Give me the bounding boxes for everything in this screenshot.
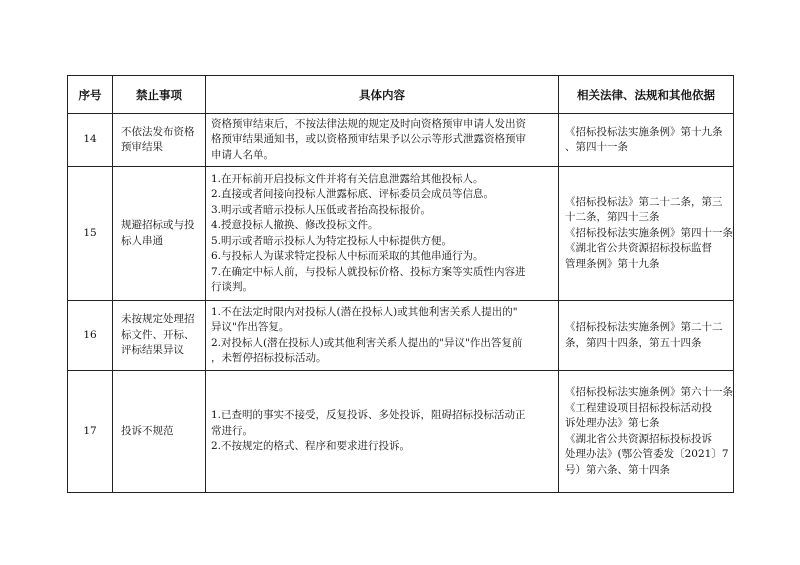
- basis-line: 条，第四十四条，第五十四条: [565, 336, 702, 349]
- basis-line: 《招标投标法实施条例》第四十一条: [565, 226, 733, 239]
- item-line: 标文件、开标、: [121, 328, 195, 341]
- content-cell: [206, 167, 559, 301]
- content-line: 资格预审结束后，不按法律法规的规定及时向资格预审申请人发出资: [211, 117, 526, 130]
- item-line: 未按规定处理招: [121, 313, 195, 326]
- basis-line: 、第四十一条: [565, 141, 628, 153]
- item-line: 投诉不规范: [121, 424, 174, 437]
- content-line: 2.对投标人(潜在投标人)或其他利害关系人提出的"异议"作出答复前: [211, 336, 523, 349]
- content-cell: [206, 371, 559, 493]
- content-line: 1.不在法定时限内对投标人(潜在投标人)或其他利害关系人提出的": [211, 305, 518, 318]
- content-line: 格预审结果通知书，或以资格预审结果予以公示等形式泄露资格预审: [211, 133, 526, 146]
- header-number: 序号: [68, 76, 113, 114]
- basis-line: 《招标投标法实施条例》第二十二: [565, 321, 723, 333]
- content-line: 5.明示或者暗示投标人为特定投标人中标提供方便。: [211, 234, 453, 247]
- item-line: 不依法发布资格: [121, 125, 195, 138]
- content-line: 1.在开标前开启投标文件并将有关信息泄露给其他投标人。: [211, 172, 484, 185]
- content-line: ，未暂停招标投标活动。: [211, 352, 327, 364]
- item-line: 规避招标或与投: [121, 219, 195, 231]
- prohibited-item-cell: [113, 114, 206, 167]
- header-specific-content: 具体内容: [206, 76, 559, 114]
- row-number: 14: [68, 114, 113, 167]
- basis-line: 《工程建设项目招标投标活动投: [565, 401, 712, 414]
- table-row: [68, 114, 734, 167]
- item-line: 预审结果: [121, 141, 163, 153]
- row-number: 17: [68, 371, 113, 493]
- basis-cell: [559, 301, 734, 371]
- basis-cell: [559, 167, 734, 301]
- table-row: [68, 371, 734, 493]
- header-legal-basis: 相关法律、法规和其他依据: [559, 76, 734, 114]
- basis-line: 诉处理办法》第七条: [565, 417, 660, 429]
- content-line: 6.与投标人为谋求特定投标人中标而采取的其他串通行为。: [211, 250, 484, 262]
- basis-line: 《湖北省公共资源招标投标监督: [565, 242, 712, 255]
- table-row: [68, 167, 734, 301]
- table-header-row: [68, 76, 734, 114]
- content-line: 2.不按规定的格式、程序和要求进行投诉。: [211, 440, 411, 453]
- content-line: 申请人名单。: [211, 148, 274, 161]
- basis-cell: [559, 114, 734, 167]
- item-line: 评标结果异议: [121, 344, 184, 357]
- basis-line: 《湖北省公共资源招标投标投诉: [565, 432, 712, 445]
- basis-line: 《招标投标法》第二十二条，第三: [565, 195, 723, 208]
- basis-cell: [559, 371, 734, 493]
- content-line: 7.在确定中标人前，与投标人就投标价格、投标方案等实质性内容进: [211, 265, 526, 278]
- content-cell: [206, 114, 559, 167]
- basis-line: 《招标投标法实施条例》第六十一条: [565, 386, 733, 398]
- basis-line: 《招标投标法实施条例》第十九条: [565, 125, 723, 138]
- content-line: 常进行。: [211, 424, 253, 437]
- item-line: 标人串通: [121, 234, 163, 247]
- content-line: 1.已查明的事实不接受，反复投诉、多处投诉，阻碍招标投标活动正: [211, 409, 526, 422]
- table-row: [68, 301, 734, 371]
- prohibited-item-cell: [113, 371, 206, 493]
- content-line: 2.直接或者间接向投标人泄露标底、评标委员会成员等信息。: [211, 188, 495, 200]
- row-number: 15: [68, 167, 113, 301]
- basis-line: 处理办法》(鄂公管委发〔2021〕7: [565, 448, 729, 460]
- content-line: 3.明示或者暗示投标人压低或者抬高投标报价。: [211, 203, 432, 216]
- prohibited-item-cell: [113, 301, 206, 371]
- content-cell: [206, 301, 559, 371]
- basis-line: 号）第六条、第十四条: [565, 463, 670, 476]
- basis-line: 管理条例》第十九条: [565, 257, 660, 270]
- content-line: 4.授意投标人撤换、修改投标文件。: [211, 219, 379, 231]
- prohibited-item-cell: [113, 167, 206, 301]
- header-prohibited-item: 禁止事项: [113, 76, 206, 114]
- row-number: 16: [68, 301, 113, 371]
- content-line: 行谈判。: [211, 281, 253, 293]
- content-line: 异议"作出答复。: [211, 321, 290, 333]
- prohibited-items-table: [67, 75, 734, 493]
- basis-line: 十二条，第四十三条: [565, 211, 660, 224]
